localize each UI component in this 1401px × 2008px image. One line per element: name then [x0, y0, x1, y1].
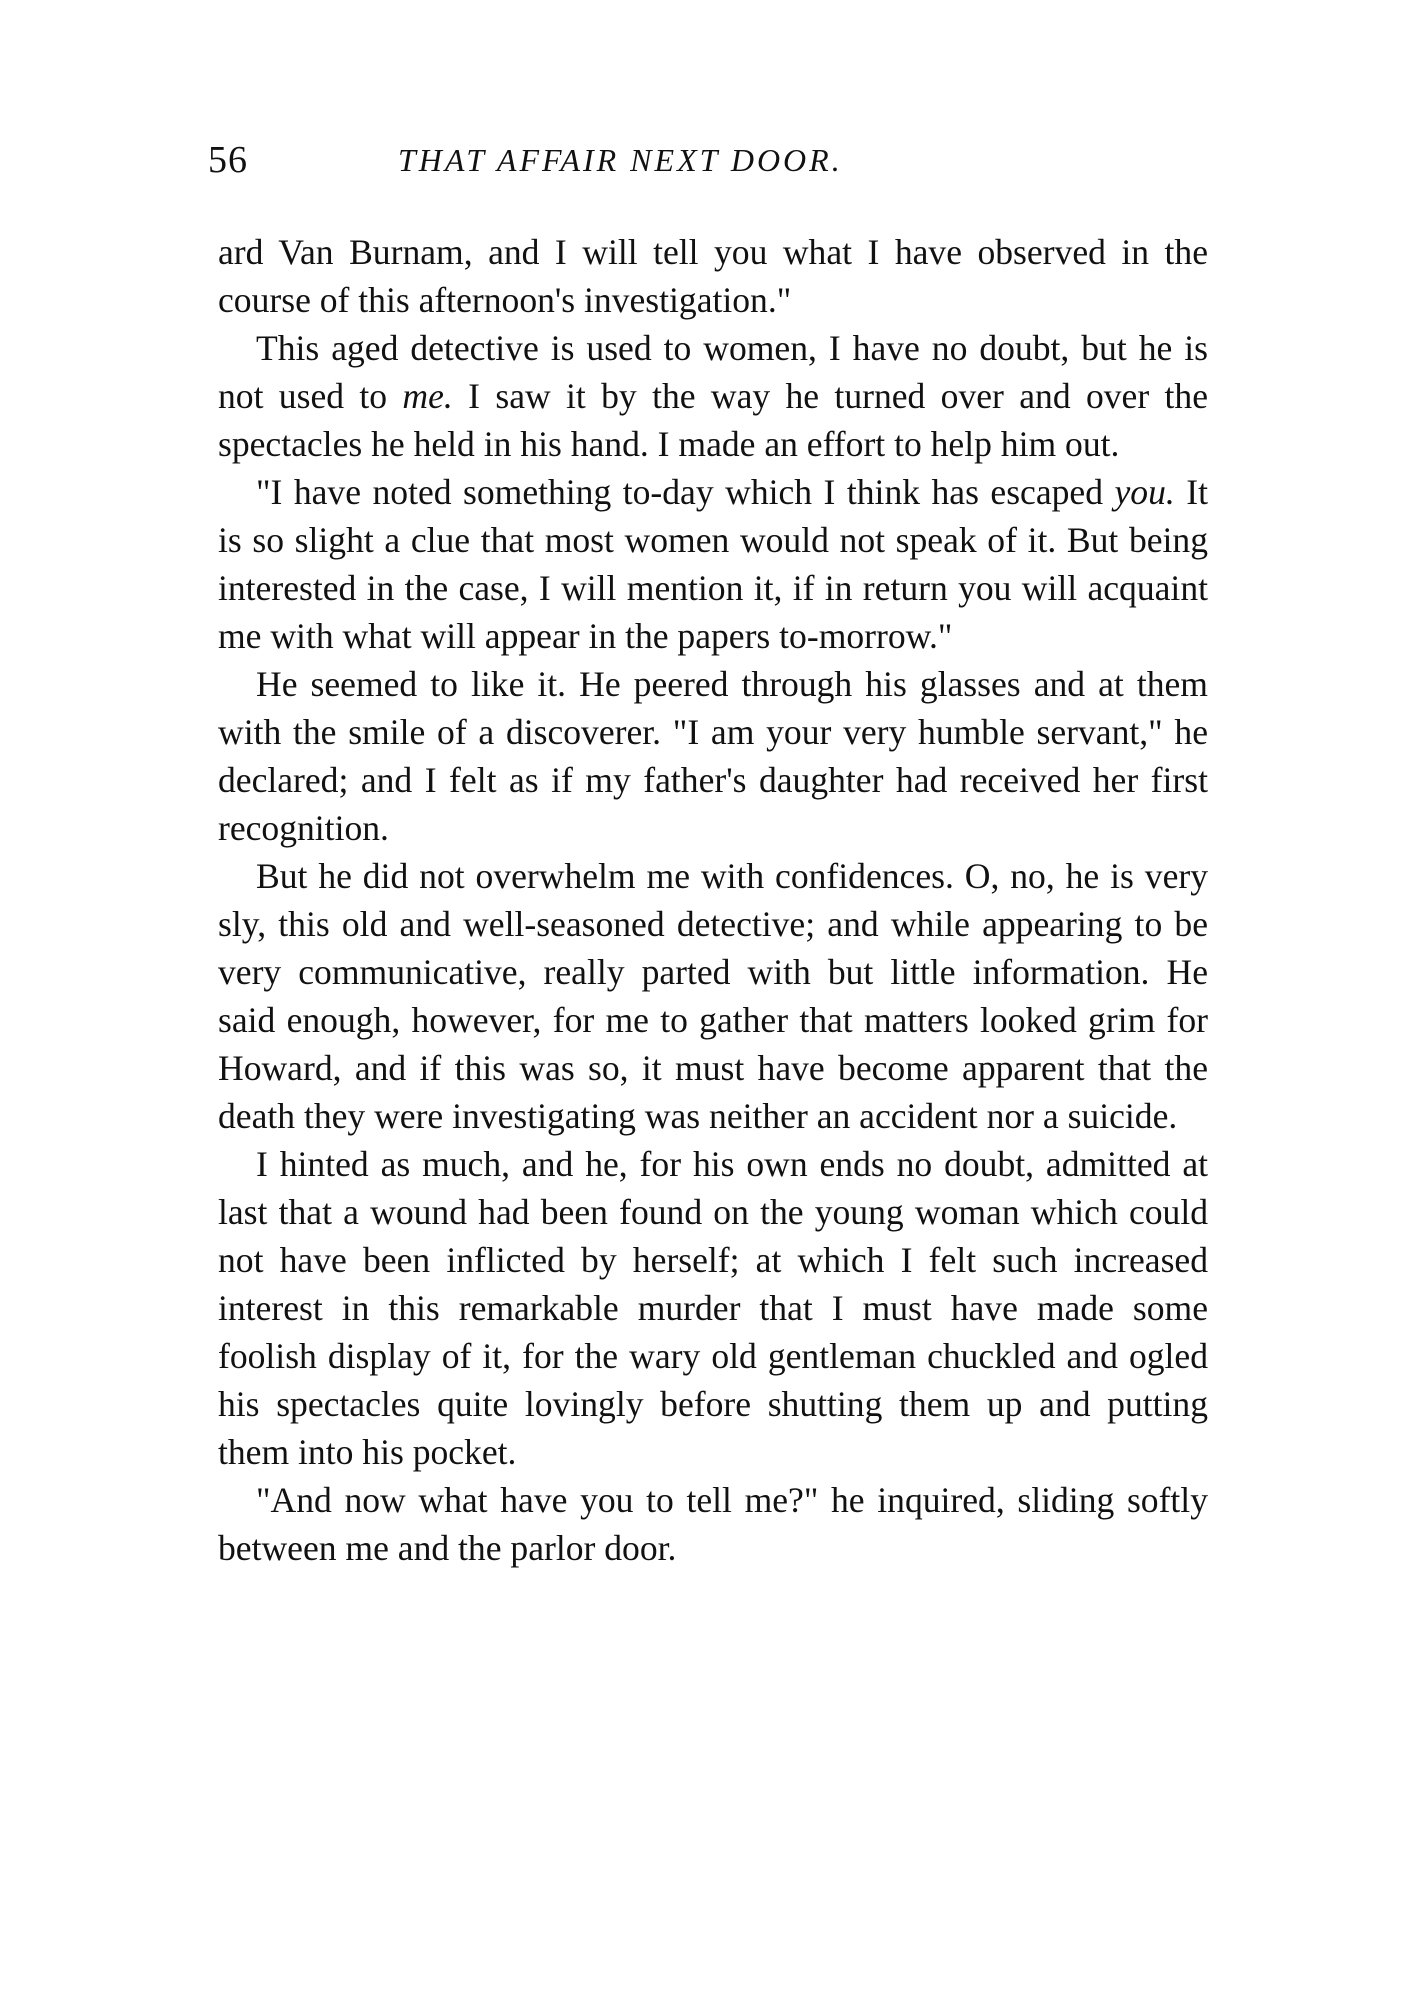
body-text	[218, 228, 1208, 1572]
page-header	[208, 138, 1208, 198]
italic-text-run: you.	[1114, 472, 1175, 512]
paragraph	[218, 468, 1208, 660]
text-run: He seemed to like it. He peered through his glasses and at them with the smile of a discoverer. "I am your very humble servant," he declared; and I felt as if my father's daughter had received her first recognition.	[218, 664, 1208, 848]
text-run: ard Van Burnam, and I will tell you what I have observed in the course of this afternoon's investigation."	[218, 232, 1208, 320]
text-run: I saw it by the way he turned over and over the spectacles he held in his hand. I made an effort to help him out.	[218, 376, 1208, 464]
paragraph	[218, 852, 1208, 1140]
running-title: THAT AFFAIR NEXT DOOR.	[398, 142, 843, 178]
italic-text-run: me.	[402, 376, 453, 416]
text-run: But he did not overwhelm me with confidences. O, no, he is very sly, this old and well-seasoned detective; and while appearing to be very communicative, really parted with but little information. He said enough, however, for me to gather that matters looked grim for Howard, and if this was so, it must have become apparent that the death they were investigating was neither an accident nor a suicide.	[218, 856, 1208, 1136]
paragraph	[218, 324, 1208, 468]
page-number: 56	[208, 139, 248, 181]
text-run: I hinted as much, and he, for his own ends no doubt, admitted at last that a wound had been found on the young woman which could not have been inflicted by herself; at which I felt such increased interest in this remarkable murder that I must have made some foolish display of it, for the wary old gentleman chuckled and ogled his spectacles quite lovingly before shutting them up and putting them into his pocket.	[218, 1144, 1208, 1472]
text-run: It is so slight a clue that most women would not speak of it. But being interested in the case, I will mention it, if in return you will acquaint me with what will appear in the papers to-morrow."	[218, 472, 1208, 656]
paragraph	[218, 1476, 1208, 1572]
paragraph	[218, 228, 1208, 324]
paragraph	[218, 660, 1208, 852]
text-run: This aged detective is used to women, I have no doubt, but he is not used to	[218, 328, 1208, 416]
text-run: "I have noted something to-day which I think has escaped	[256, 472, 1115, 512]
paragraph	[218, 1140, 1208, 1476]
text-run: "And now what have you to tell me?" he inquired, sliding softly between me and the parlor door.	[218, 1480, 1208, 1568]
